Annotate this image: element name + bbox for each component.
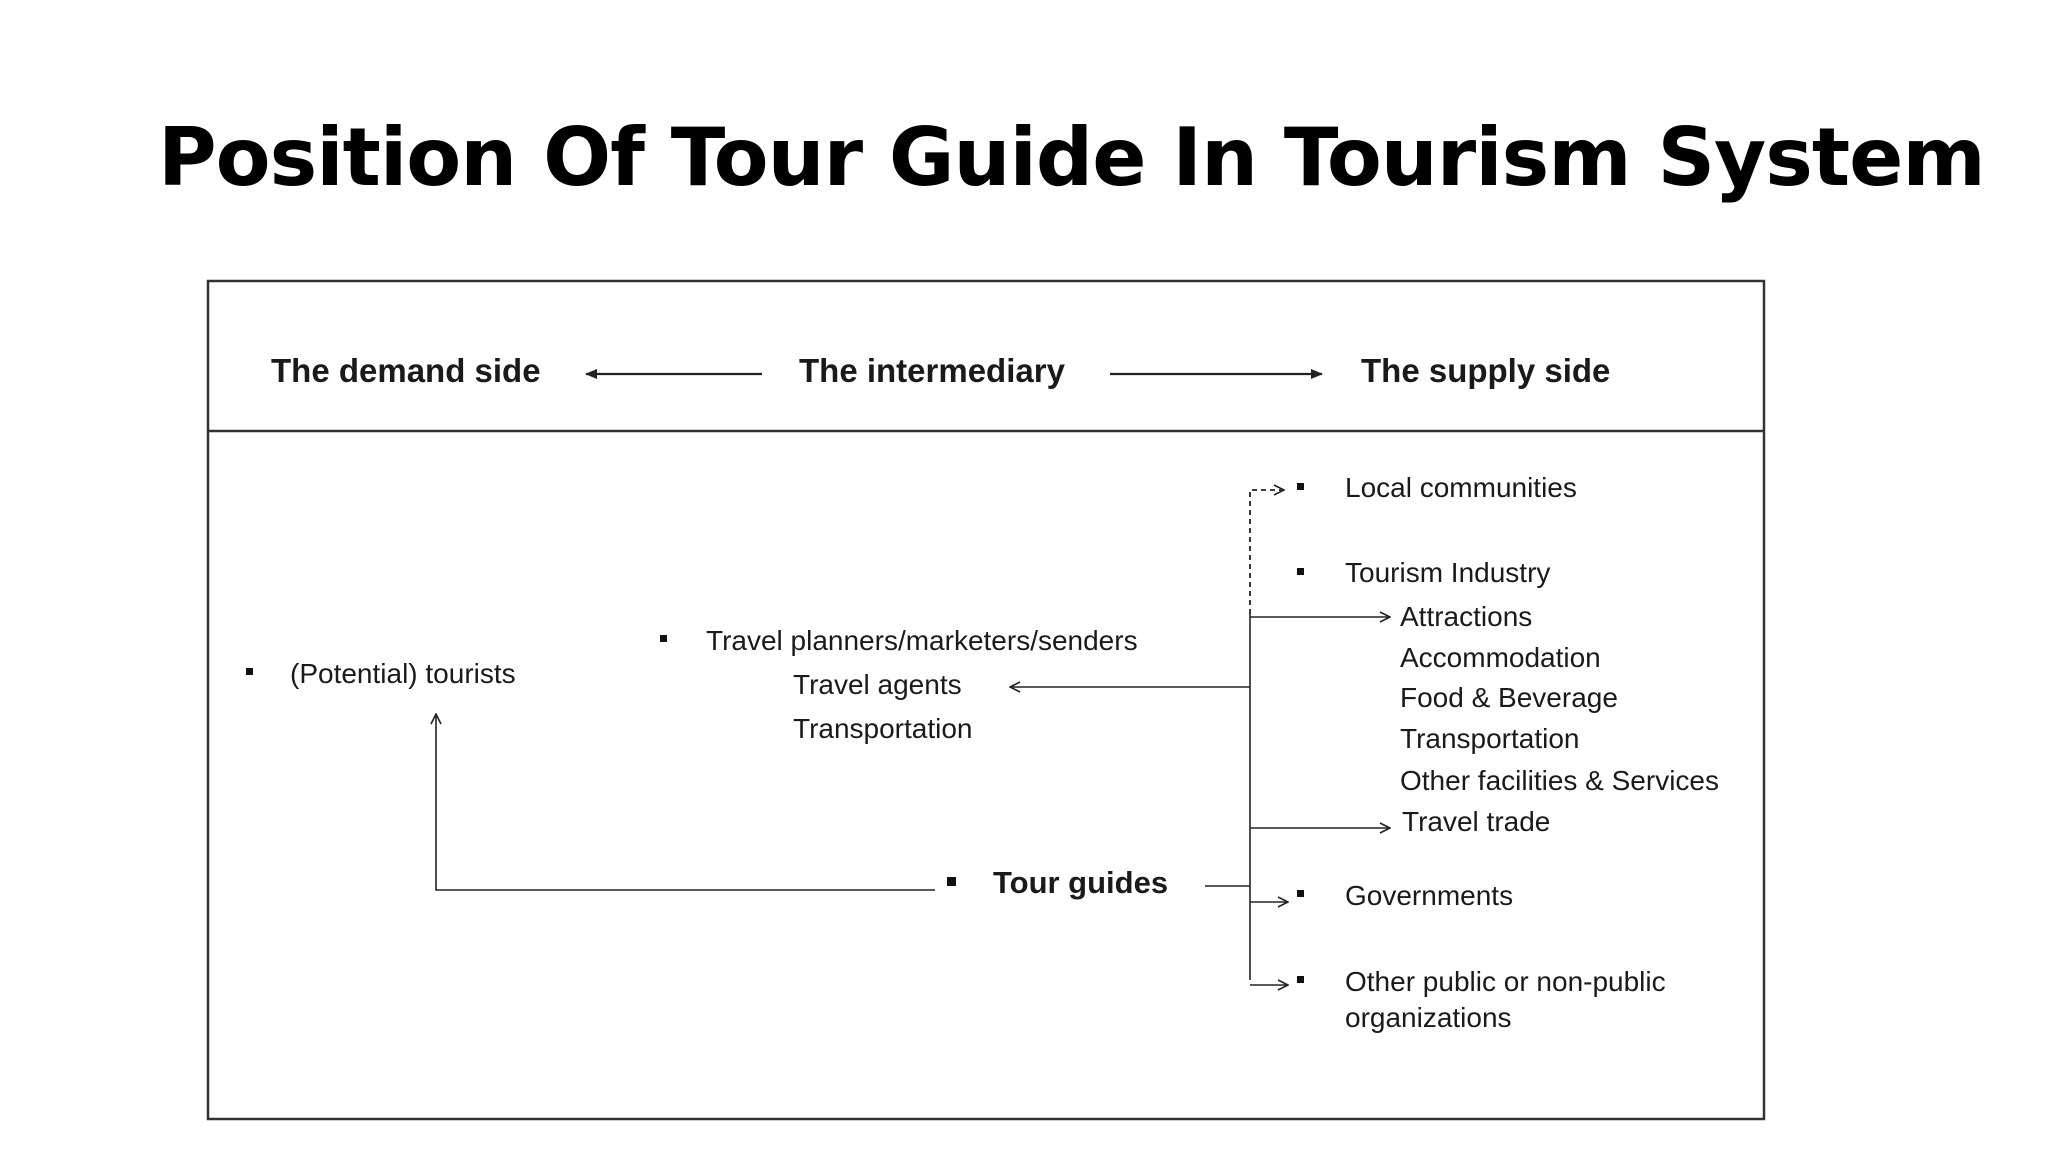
bullet: [947, 877, 956, 886]
bullet: [1297, 483, 1304, 490]
accommodation-label: Accommodation: [1400, 642, 1601, 673]
travel-planners-label: Travel planners/marketers/senders: [706, 625, 1138, 656]
header-intermediary: The intermediary: [799, 352, 1065, 389]
tour-guides-label: Tour guides: [993, 865, 1169, 900]
bullet: [660, 635, 667, 642]
travel-trade-label: Travel trade: [1402, 806, 1551, 837]
bullet: [1297, 568, 1304, 575]
other-facilities-label: Other facilities & Services: [1400, 765, 1719, 796]
other-orgs-label-line2: organizations: [1345, 1002, 1512, 1033]
local-communities-label: Local communities: [1345, 472, 1577, 503]
potential-tourists-label: (Potential) tourists: [290, 658, 516, 689]
bullet: [1297, 890, 1304, 897]
supply-transportation-label: Transportation: [1400, 723, 1580, 754]
header-demand-side: The demand side: [271, 352, 541, 389]
food-beverage-label: Food & Beverage: [1400, 682, 1618, 713]
attractions-label: Attractions: [1400, 601, 1533, 632]
intermediary-transportation-label: Transportation: [793, 713, 973, 744]
other-orgs-label-line1: Other public or non-public: [1345, 966, 1666, 997]
dotted-connector-local-communities: [1250, 490, 1284, 614]
tourism-industry-label: Tourism Industry: [1345, 557, 1551, 588]
bullet: [246, 668, 253, 675]
page-title: Position Of Tour Guide In Tourism System: [158, 111, 1985, 204]
header-supply-side: The supply side: [1361, 352, 1611, 389]
bullet: [1297, 976, 1304, 983]
travel-agents-label: Travel agents: [793, 669, 962, 700]
governments-label: Governments: [1345, 880, 1514, 911]
